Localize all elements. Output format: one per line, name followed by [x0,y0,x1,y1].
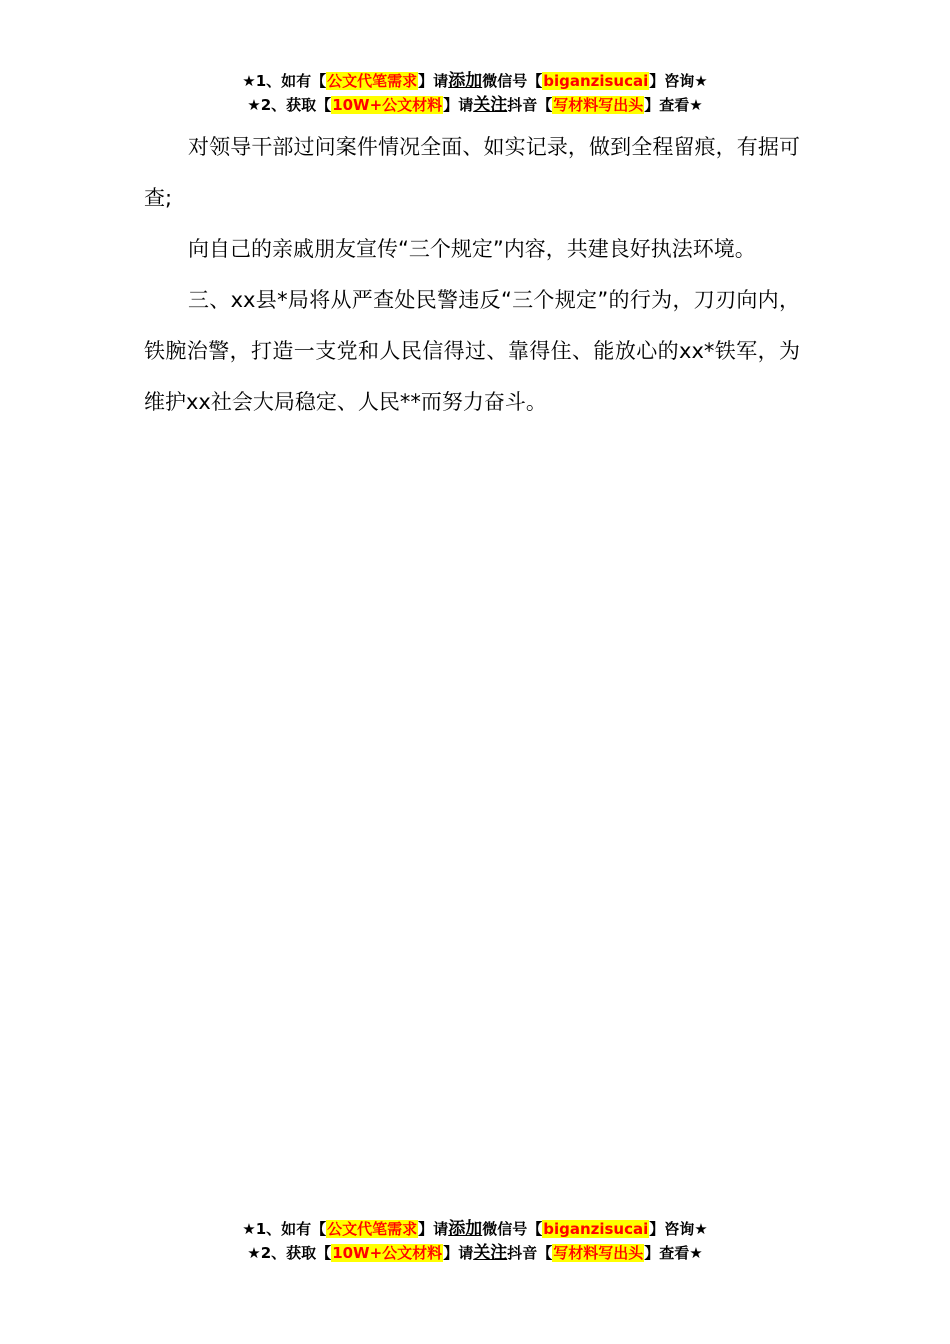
banner-highlight: biganzisucai [543,72,649,90]
banner-text: ★2、获取【 [247,1244,332,1262]
banner-underlined-text: 添加 [448,1219,483,1239]
banner-line-2 [0,93,950,117]
banner-line-1 [0,1217,950,1241]
banner-underlined-text: 关注 [473,95,508,115]
banner-text: 抖音【 [507,1244,553,1262]
banner-highlight: 10W+公文材料 [332,1244,443,1262]
paragraph: 向自己的亲戚朋友宣传“三个规定”内容，共建良好执法环境。 [188,237,756,261]
banner-line-2 [0,1241,950,1265]
banner-text: ★1、如有【 [242,72,327,90]
banner-text: 】请 [418,72,449,90]
banner-text: 微信号【 [482,72,543,90]
banner-highlight: biganzisucai [543,1220,649,1238]
banner-highlight: 写材料写出头 [553,96,644,114]
banner-text: 】查看★ [644,1244,703,1262]
banner-text: 】请 [443,1244,474,1262]
banner-underlined-text: 关注 [473,1243,508,1263]
banner-text: ★2、获取【 [247,96,332,114]
banner-text: 】咨询★ [649,1220,708,1238]
paragraph: 三、xx县*局将从严查处民警违反“三个规定”的行为，刀刃向内，铁腕治警，打造一支党和人民信得过、靠得住、能放心的xx*铁军，为维护xx社会大局稳定、人民**而努力奋斗。 [144,288,800,414]
banner-text: 】请 [443,96,474,114]
footer-banner [0,1217,950,1265]
banner-highlight: 10W+公文材料 [332,96,443,114]
banner-text: 抖音【 [507,96,553,114]
banner-text: ★1、如有【 [242,1220,327,1238]
banner-text: 】查看★ [644,96,703,114]
banner-highlight: 公文代笔需求 [327,1220,418,1238]
banner-text: 】咨询★ [649,72,708,90]
banner-underlined-text: 添加 [448,71,483,91]
document-body [144,122,800,428]
header-banner [0,69,950,117]
paragraph: 对领导干部过问案件情况全面、如实记录，做到全程留痕，有据可查; [144,135,800,210]
banner-text: 】请 [418,1220,449,1238]
banner-line-1 [0,69,950,93]
banner-highlight: 写材料写出头 [553,1244,644,1262]
banner-text: 微信号【 [482,1220,543,1238]
banner-highlight: 公文代笔需求 [327,72,418,90]
